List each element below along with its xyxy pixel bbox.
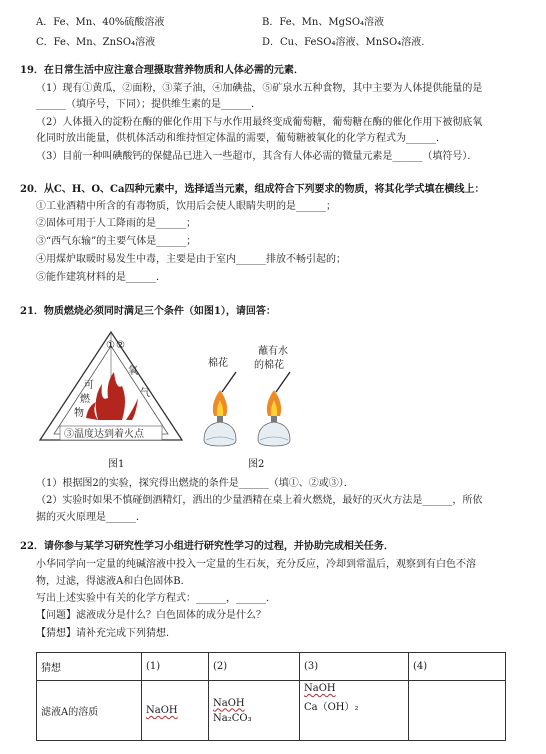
q20-title: 20．从C、H、O、Ca四种元素中，选择适当元素，组成符合下列要求的物质，将其化学式填在横线上：	[20, 184, 485, 195]
q22-line: 【问题】滤液成分是什么？白色固体的成分是什么？	[36, 610, 266, 621]
guess-2-solute-a: NaOH	[213, 697, 245, 709]
table-header-cell: (4)	[409, 653, 506, 681]
figure-2-caption: 图2	[248, 459, 265, 470]
condition-1-number: ①	[106, 340, 115, 351]
q18-option-a: A．Fe、Mn、40%硫酸溶液	[36, 17, 165, 28]
condition-2-char: 气	[140, 388, 150, 399]
q20-line: ⑤能作建筑材料的是______．	[36, 272, 166, 283]
q19-line: （3）目前一种叫碘酸钙的保健品已进入一些超市，其含有人体必需的微量元素是______（填符号）．	[36, 151, 478, 162]
condition-2-char: 氧	[128, 366, 138, 377]
table-header-cell: (3)	[300, 653, 409, 681]
table-cell	[142, 681, 209, 741]
q19-line: 化同时放出能量，供机体活动和维持恒定体温的需要，葡萄糖被氧化的化学方程式为______．	[36, 133, 446, 144]
condition-1-char: 可	[84, 380, 94, 391]
wet-cotton-holder	[276, 372, 290, 392]
table-header-cell: (1)	[142, 653, 209, 681]
q20-line: ④用煤炉取暖时易发生中毒，主要是由于室内______排放不畅引起的；	[36, 254, 346, 265]
wet-cotton-label-1: 蘸有水	[258, 346, 288, 357]
guess-table	[36, 652, 506, 741]
table-header-cell: 猜想	[37, 653, 142, 681]
guess-4-input-cell[interactable]	[409, 681, 506, 741]
q22-line: 小华同学向一定量的纯碱溶液中投入一定量的生石灰，充分反应，冷却到常温后，观察到有白色不溶	[36, 559, 476, 570]
q19-line: （1）现有①黄瓜，②面粉，③菜子油，④加碘盐，⑤矿泉水五种食物，其中主要为人体提供能量的是	[36, 83, 483, 94]
condition-3-label: ③温度达到着火点	[64, 429, 144, 440]
table-cell	[209, 681, 300, 741]
q22-title: 22．请你参与某学习研究性学习小组进行研究性学习的过程，并协助完成相关任务．	[20, 541, 394, 552]
cotton-holder	[222, 372, 236, 392]
guess-3-solute-a: NaOH	[304, 683, 336, 694]
q22-line: 【猜想】请补充完成下列猜想．	[36, 628, 176, 639]
alcohol-lamps-figure	[200, 342, 310, 454]
table-row	[37, 653, 506, 681]
fire-triangle-figure	[36, 328, 186, 450]
q20-line: ③“西气东输”的主要气体是______；	[36, 236, 197, 247]
q21-line: （1）根据图2的实验，探究得出燃烧的条件是______（填①、②或③）．	[36, 478, 354, 489]
guess-1-solute: NaOH	[146, 705, 178, 716]
alcohol-lamp-1	[204, 390, 236, 446]
q18-option-d: D．Cu、FeSO₄溶液、MnSO₄溶液.	[262, 37, 425, 48]
condition-2-number: ②	[116, 340, 125, 351]
q20-line: ②固体可用于人工降雨的是______；	[36, 218, 196, 229]
q18-option-b: B．Fe、Mn、MgSO₄溶液	[262, 17, 385, 28]
q19-title: 19．在日常生活中应注意合理摄取营养物质和人体必需的元素．	[20, 65, 304, 76]
q19-line: ______（填序号，下同）；提供维生素的是______．	[36, 99, 261, 110]
q19-line: （2）人体摄入的淀粉在酶的催化作用下与水作用最终变成葡萄糖，葡萄糖在酶的催化作用下被彻底氧	[36, 117, 483, 128]
q22-line: 物，过滤，得滤液A和白色固体B．	[36, 576, 191, 587]
alcohol-lamp-2	[258, 390, 290, 446]
guess-3-solute-b: Ca（OH）₂	[304, 702, 359, 713]
guess-2-solute-b: Na₂CO₃	[213, 712, 252, 724]
q22-line: 写出上述实验中有关的化学方程式：______，______．	[36, 593, 276, 604]
q21-line: 据的灭火原理是______．	[36, 512, 146, 523]
condition-1-char: 物	[74, 408, 84, 419]
q21-line: （2）实验时如果不慎碰倒酒精灯，洒出的少量酒精在桌上着火燃烧，最好的灭火方法是______，所依	[36, 495, 483, 506]
table-row	[37, 681, 506, 741]
q20-line: ①工业酒精中所含的有毒物质，饮用后会使人眼睛失明的是______；	[36, 201, 336, 212]
q21-title: 21．物质燃烧必须同时满足三个条件（如图1），请回答：	[20, 306, 276, 317]
figure-1-caption: 图1	[108, 459, 125, 470]
condition-1-char: 燃	[80, 394, 90, 405]
table-header-cell: (2)	[209, 653, 300, 681]
q18-option-c: C．Fe、Mn、ZnSO₄溶液	[36, 37, 156, 48]
table-row-label: 滤液A的溶质	[37, 681, 142, 741]
table-cell	[300, 681, 409, 741]
wet-cotton-label-2: 的棉花	[254, 360, 284, 371]
cotton-label: 棉花	[208, 358, 228, 369]
